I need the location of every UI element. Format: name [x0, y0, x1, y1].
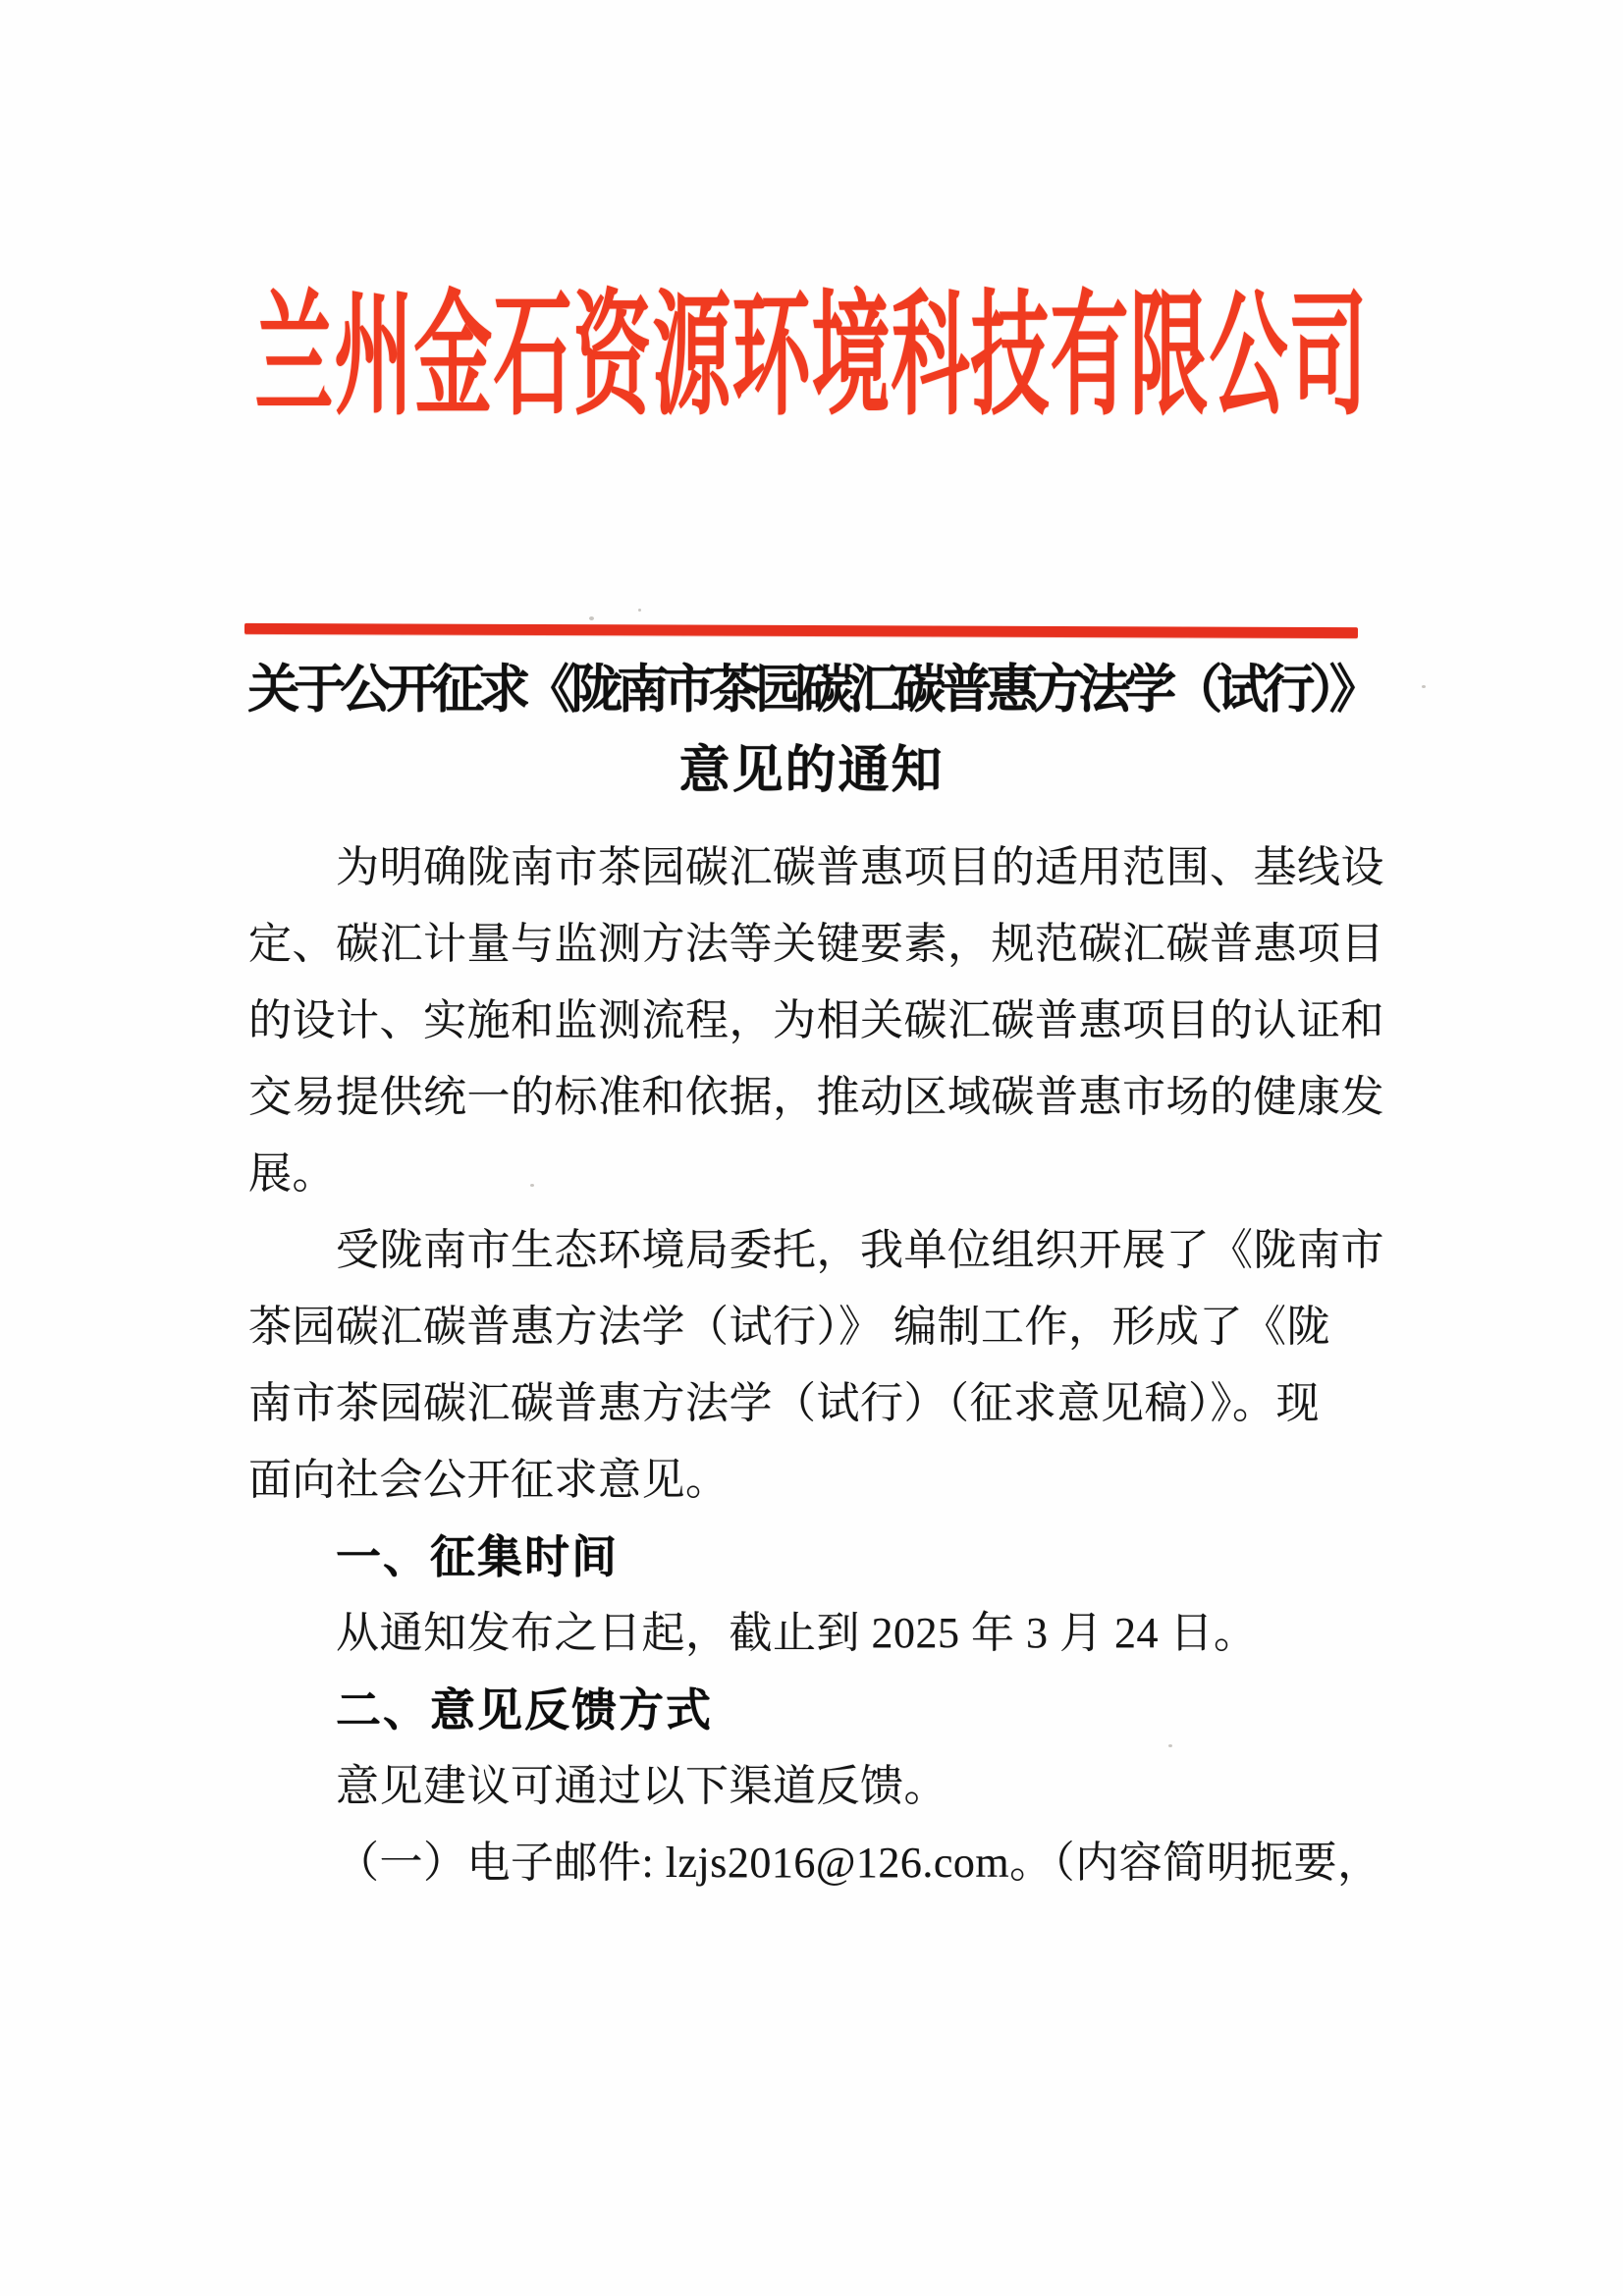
body-line: （一）电子邮件: lzjs2016@126.com。（内容简明扼要， [336, 1839, 1381, 1887]
section-heading: 二、意见反馈方式 [336, 1684, 713, 1735]
red-divider-line [244, 623, 1358, 638]
body-line: 从通知发布之日起，截止到 2025 年 3 月 24 日。 [336, 1609, 1258, 1657]
body-line: 为明确陇南市茶园碳汇碳普惠项目的适用范围、基线设 [336, 843, 1384, 891]
body-line: 交易提供统一的标准和依据，推动区域碳普惠市场的健康发 [248, 1073, 1384, 1121]
scan-speck [638, 609, 641, 612]
body-line: 意见建议可通过以下渠道反馈。 [336, 1762, 947, 1810]
notice-title-line-2: 意见的通知 [678, 743, 945, 799]
body-line: 展。 [248, 1149, 336, 1198]
body-line: 定、碳汇计量与监测方法等关键要素，规范碳汇碳普惠项目 [248, 920, 1384, 968]
notice-title-line-1: 关于公开征求《陇南市茶园碳汇碳普惠方法学（试行）》 [247, 662, 1376, 719]
body-line: 面向社会公开征求意见。 [248, 1456, 730, 1504]
body-line: 的设计、实施和监测流程，为相关碳汇碳普惠项目的认证和 [248, 996, 1384, 1044]
notice-body [248, 829, 1384, 1901]
company-name: 兰州金石资源环境科技有限公司 [254, 284, 1369, 433]
body-line: 茶园碳汇碳普惠方法学（试行）》 编制工作，形成了《陇 [248, 1303, 1330, 1351]
body-line: 受陇南市生态环境局委托，我单位组织开展了《陇南市 [336, 1226, 1384, 1274]
scan-speck [530, 1184, 534, 1187]
section-heading: 一、征集时间 [336, 1531, 619, 1582]
scan-speck [1422, 685, 1426, 688]
body-line: 南市茶园碳汇碳普惠方法学（试行）（征求意见稿）》。现 [248, 1379, 1320, 1427]
scan-speck [589, 616, 594, 620]
company-letterhead [0, 284, 1623, 433]
scan-speck [1168, 1744, 1172, 1747]
